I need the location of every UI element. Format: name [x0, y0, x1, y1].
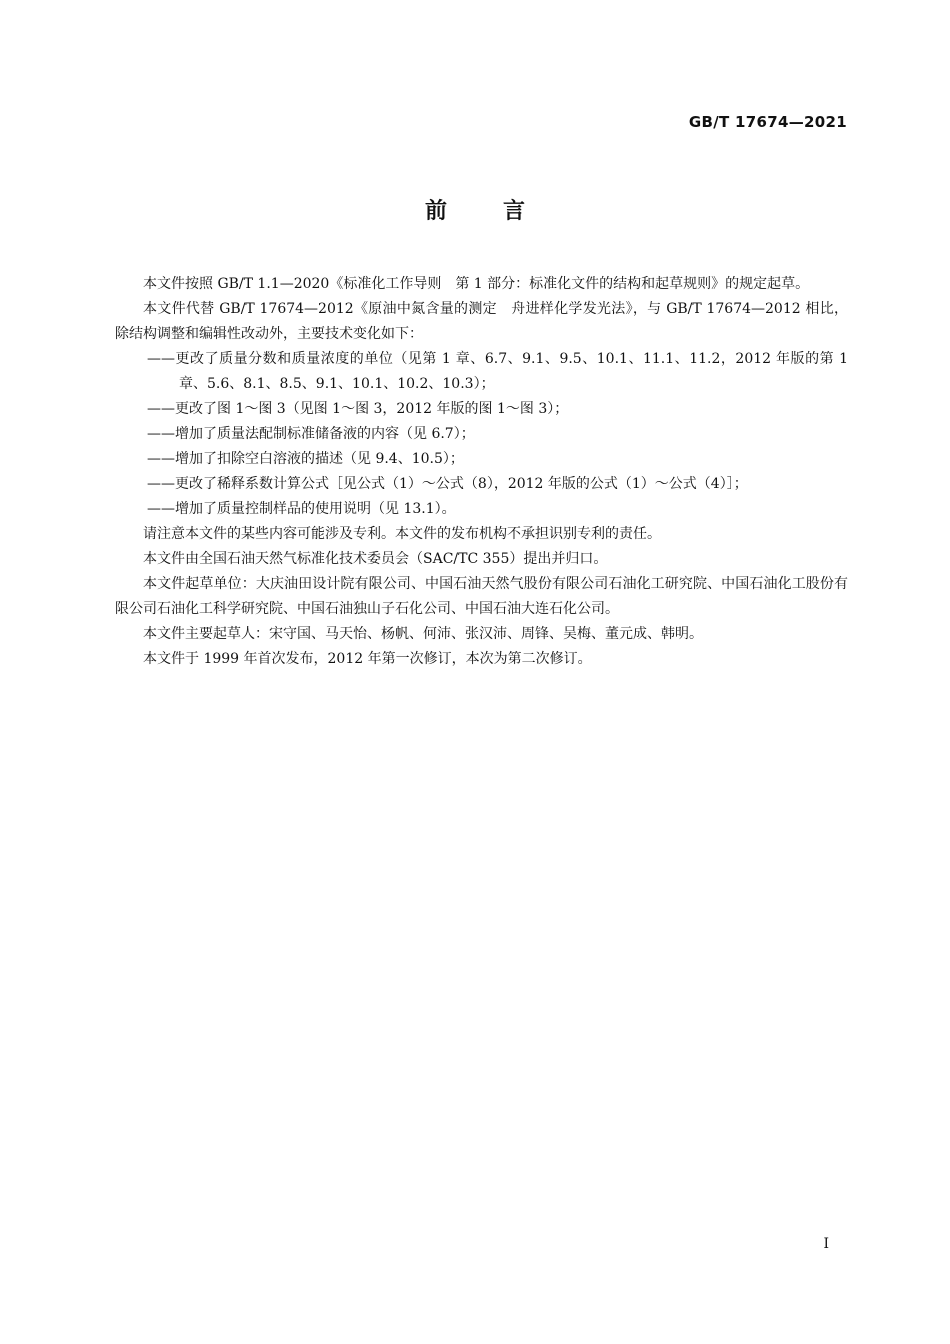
body-paragraph: 请注意本文件的某些内容可能涉及专利。本文件的发布机构不承担识别专利的责任。 — [143, 526, 661, 542]
body-paragraph: 本文件按照 GB/T 1.1—2020《标准化工作导则 第 1 部分：标准化文件的结构和起草规则》的规定起草。 — [143, 276, 810, 292]
body-paragraph: 本文件主要起草人：宋守国、马天怡、杨帆、何沛、张汉沛、周锋、吴梅、董元成、韩明。 — [143, 626, 703, 642]
list-item: ——更改了图 1～图 3（见图 1～图 3，2012 年版的图 1～图 3）； — [147, 401, 569, 417]
technical-changes-list — [115, 347, 848, 522]
list-item: ——更改了质量分数和质量浓度的单位（见第 1 章、6.7、9.1、9.5、10.1、11.1、11.2，2012 年版的第 1 章、5.6、8.1、8.5、9.1、10.1、10.2、10.3）； — [147, 351, 848, 392]
body-paragraph: 本文件起草单位：大庆油田设计院有限公司、中国石油天然气股份有限公司石油化工研究院、中国石油化工股份有限公司石油化工科学研究院、中国石油独山子石化公司、中国石油大连石化公司。 — [115, 576, 848, 617]
page-number: I — [823, 1236, 829, 1252]
list-item: ——更改了稀释系数计算公式［见公式（1）～公式（8），2012 年版的公式（1）～公式（4）］； — [147, 476, 748, 492]
body-paragraph: 本文件于 1999 年首次发布，2012 年第一次修订，本次为第二次修订。 — [143, 651, 592, 667]
body-paragraph: 本文件由全国石油天然气标准化技术委员会（SAC/TC 355）提出并归口。 — [143, 551, 608, 567]
page-title: 前言 — [424, 199, 581, 224]
list-item: ——增加了质量法配制标准储备液的内容（见 6.7）； — [147, 426, 475, 442]
standard-number: GB/T 17674—2021 — [688, 113, 847, 131]
body-paragraph: 本文件代替 GB/T 17674—2012《原油中氮含量的测定 舟进样化学发光法》，与 GB/T 17674—2012 相比，除结构调整和编辑性改动外，主要技术变化如下： — [115, 301, 848, 342]
foreword-body — [115, 272, 848, 672]
list-item: ——增加了质量控制样品的使用说明（见 13.1）。 — [147, 501, 456, 517]
list-item: ——增加了扣除空白溶液的描述（见 9.4、10.5）； — [147, 451, 464, 467]
